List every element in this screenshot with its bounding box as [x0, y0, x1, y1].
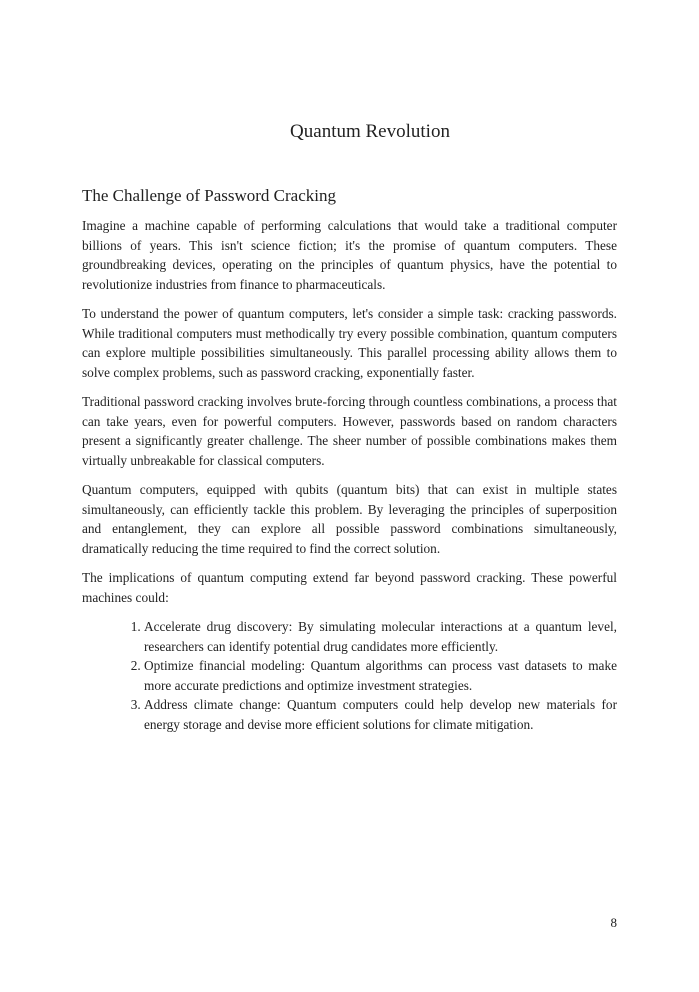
document-body	[82, 185, 617, 734]
list-item: 3. Address climate change: Quantum computers could help develop new materials for energy storage and devise more efficient solutions for climate mitigation.	[144, 695, 617, 734]
list-item: 1. Accelerate drug discovery: By simulating molecular interactions at a quantum level, researchers can identify potential drug candidates more efficiently.	[144, 617, 617, 656]
section-heading: The Challenge of Password Cracking	[82, 186, 336, 205]
paragraph: The implications of quantum computing extend far beyond password cracking. These powerful machines could:	[82, 570, 617, 605]
page-title: Quantum Revolution	[290, 121, 450, 142]
paragraph: Imagine a machine capable of performing calculations that would take a traditional computer billions of years. This isn't science fiction; it's the promise of quantum computers. These groundbreaking devices, operating on the principles of quantum physics, have the potential to revolutionize industries from finance to pharmaceuticals.	[82, 218, 617, 292]
list-item: 2. Optimize financial modeling: Quantum algorithms can process vast datasets to make more accurate predictions and optimize investment strategies.	[144, 656, 617, 695]
page-number: 8	[610, 915, 617, 930]
paragraph: Traditional password cracking involves brute-forcing through countless combinations, a process that can take years, even for powerful computers. However, passwords based on random characters present a significantly greater challenge. The sheer number of possible combinations makes them virtually unbreakable for classical computers.	[82, 394, 617, 468]
paragraph: Quantum computers, equipped with qubits (quantum bits) that can exist in multiple states simultaneously, can efficiently tackle this problem. By leveraging the principles of superposition and entanglement, they can explore all possible password combinations simultaneously, dramatically reducing the time required to find the correct solution.	[82, 482, 617, 556]
numbered-list	[82, 617, 617, 734]
paragraph: To understand the power of quantum computers, let's consider a simple task: cracking passwords. While traditional computers must methodically try every possible combination, quantum computers can explore multiple possibilities simultaneously. This parallel processing ability allows them to solve complex problems, such as password cracking, exponentially faster.	[82, 306, 617, 380]
